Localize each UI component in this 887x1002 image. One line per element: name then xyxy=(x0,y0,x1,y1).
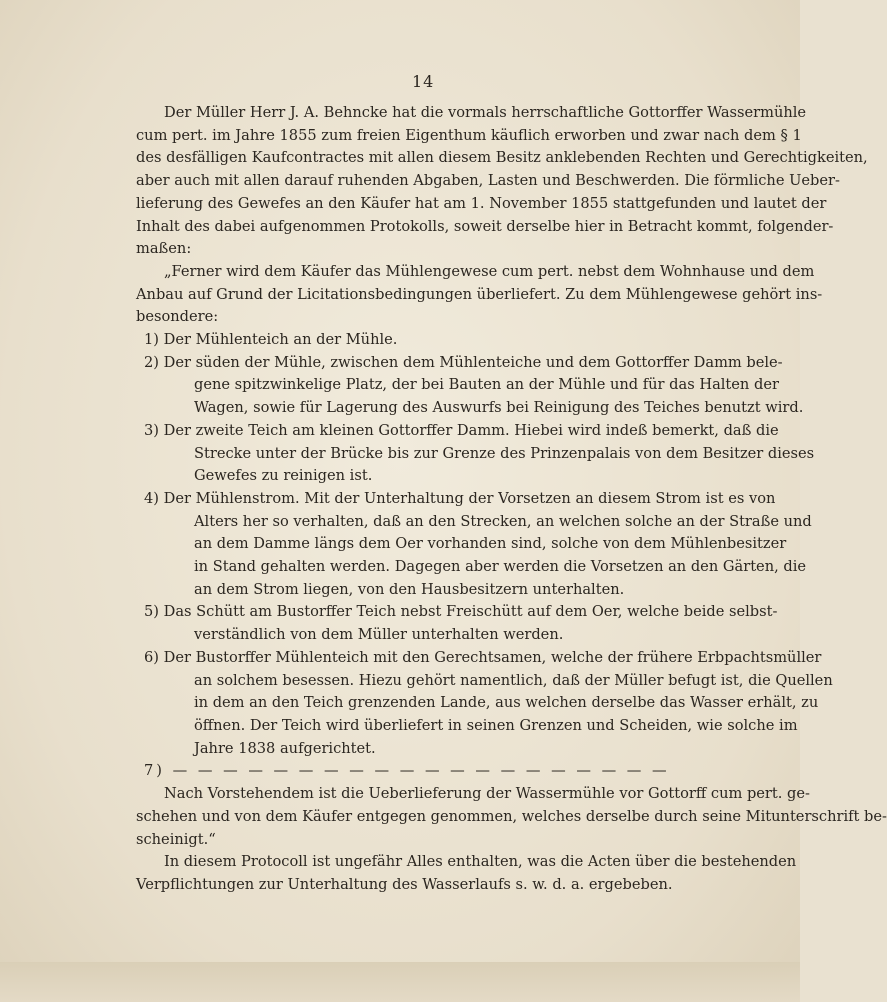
list-item: 2) Der süden der Mühle, zwischen dem Mühlenteiche und dem Gottorffer Damm bele- xyxy=(144,353,783,371)
text-line: maßen: xyxy=(136,240,192,258)
quote-line: „Ferner wird dem Käufer das Mühlengewese cum pert. nebst dem Wohnhause und dem xyxy=(164,262,815,280)
list-item-continuation: Strecke unter der Brücke bis zur Grenze des Prinzenpalais von dem Besitzer dieses xyxy=(194,444,815,462)
list-item: 3) Der zweite Teich am kleinen Gottorffer Damm. Hiebei wird indeß bemerkt, daß die xyxy=(144,421,779,439)
list-item-continuation: verständlich von dem Müller unterhalten werden. xyxy=(194,626,564,644)
list-item-continuation: Jahre 1838 aufgerichtet. xyxy=(194,739,376,757)
list-item-continuation: in Stand gehalten werden. Dagegen aber werden die Vorsetzen an den Gärten, die xyxy=(194,558,807,576)
text-line: aber auch mit allen darauf ruhenden Abgaben, Lasten und Beschwerden. Die förmliche Ueber- xyxy=(136,172,840,190)
list-item: 6) Der Bustorffer Mühlenteich mit den Gerechtsamen, welche der frühere Erbpachtsmüller xyxy=(144,648,822,666)
text-line: Der Müller Herr J. A. Behncke hat die vormals herrschaftliche Gottorffer Wassermühle xyxy=(164,104,807,121)
text-line: scheinigt.“ xyxy=(136,830,216,848)
list-item-continuation: Wagen, sowie für Lagerung des Auswurfs bei Reinigung des Teiches benutzt wird. xyxy=(194,399,804,417)
body-text xyxy=(136,102,887,897)
list-item-continuation: an dem Strom liegen, von den Hausbesitzern unterhalten. xyxy=(194,580,625,598)
list-item: 1) Der Mühlenteich an der Mühle. xyxy=(144,331,398,349)
text-line: schehen und von dem Käufer entgegen genommen, welches derselbe durch seine Mitunterschrift be- xyxy=(136,807,887,825)
list-item-continuation: an solchem besessen. Hiezu gehört namentlich, daß der Müller befugt ist, die Quellen xyxy=(194,671,833,689)
list-item: 5) Das Schütt am Bustorffer Teich nebst Freischütt auf dem Oer, welche beide selbst- xyxy=(144,603,778,621)
list-item-continuation: Gewefes zu reinigen ist. xyxy=(194,467,373,485)
list-item-continuation: in dem an den Teich grenzenden Lande, aus welchen derselbe das Wasser erhält, zu xyxy=(194,694,819,712)
list-item-dashes: 7) — — — — — — — — — — — — — — — — — — — — xyxy=(144,762,670,780)
text-line: Inhalt des dabei aufgenommen Protokolls, soweit derselbe hier in Betracht kommt, folgender- xyxy=(136,217,834,235)
text-line: des desfälligen Kaufcontractes mit allen diesem Besitz anklebenden Rechten und Gerechtigkeiten, xyxy=(136,149,868,167)
paper-fold xyxy=(0,962,800,1002)
list-item: 4) Der Mühlenstrom. Mit der Unterhaltung der Vorsetzen an diesem Strom ist es von xyxy=(144,489,776,507)
list-item-continuation: öffnen. Der Teich wird überliefert in seinen Grenzen und Scheiden, wie solche im xyxy=(194,716,798,734)
list-item-continuation: gene spitzwinkelige Platz, der bei Bauten an der Mühle und für das Halten der xyxy=(194,376,779,394)
quote-line: besondere: xyxy=(136,308,219,326)
text-line: Nach Vorstehendem ist die Ueberlieferung der Wassermühle vor Gottorff cum pert. ge- xyxy=(164,785,810,803)
list-item-continuation: an dem Damme längs dem Oer vorhanden sind, solche von dem Mühlenbesitzer xyxy=(194,535,787,553)
page-number: 14 xyxy=(412,72,435,91)
quote-line: Anbau auf Grund der Licitationsbedingungen überliefert. Zu dem Mühlengewese gehört ins- xyxy=(136,285,823,303)
list-item-continuation: Alters her so verhalten, daß an den Strecken, an welchen solche an der Straße und xyxy=(194,512,812,530)
text-line: lieferung des Gewefes an den Käufer hat am 1. November 1855 stattgefunden und lautet der xyxy=(136,194,827,212)
text-line: In diesem Protocoll ist ungefähr Alles enthalten, was die Acten über die bestehenden xyxy=(164,853,797,871)
text-line: Verpflichtungen zur Unterhaltung des Wasserlaufs s. w. d. a. ergebeben. xyxy=(136,875,673,893)
text-line: cum pert. im Jahre 1855 zum freien Eigenthum käuflich erworben und zwar nach dem § 1 xyxy=(136,126,802,144)
